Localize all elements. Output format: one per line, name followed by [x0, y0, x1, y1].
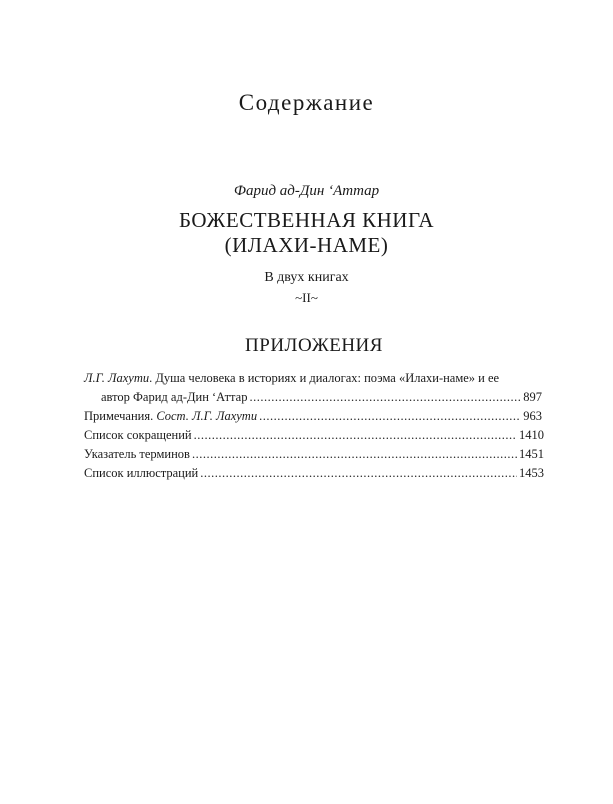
- toc-entry-index[interactable]: [84, 445, 544, 464]
- toc-entry-title-text: Примечания.: [84, 409, 157, 423]
- toc-entry-author: Л.Г. Лахути: [84, 371, 150, 385]
- toc-entry-title: Список сокращений: [84, 428, 192, 442]
- toc-entry-notes[interactable]: [84, 407, 544, 426]
- book-title-line-1: БОЖЕСТВЕННАЯ КНИГА: [179, 208, 434, 232]
- toc-entry-title-part-2: автор Фарид ад-Дин ‘Аттар: [101, 390, 248, 404]
- toc-entry-essay-line-1: [84, 369, 544, 388]
- toc-entry-title: [84, 407, 257, 426]
- toc-entry-essay-line-2: [84, 388, 544, 407]
- book-subtitle: В двух книгах: [264, 270, 349, 285]
- page-title: Содержание: [238, 90, 375, 115]
- toc-entry-compiler: Сост. Л.Г. Лахути: [156, 409, 258, 423]
- toc-leader-dots: [259, 407, 521, 426]
- toc-leader-dots: [200, 464, 517, 483]
- toc-leader-dots: [249, 388, 521, 407]
- toc-page-number: 1453: [519, 466, 544, 480]
- section-title: ПРИЛОЖЕНИЯ: [245, 335, 383, 356]
- book-title-line-2: (ИЛАХИ-НАМЕ): [224, 233, 389, 257]
- part-number: ~II~: [295, 290, 318, 305]
- toc-entry-illustrations[interactable]: [84, 464, 544, 483]
- table-of-contents: [84, 369, 544, 483]
- book-author: Фарид ад-Дин ‘Аттар: [233, 183, 380, 199]
- book-title: [0, 208, 613, 258]
- toc-page-number: 963: [523, 409, 542, 423]
- toc-page-number: 1451: [519, 447, 544, 461]
- toc-entry-essay[interactable]: [84, 369, 544, 407]
- toc-leader-dots: [192, 445, 517, 464]
- toc-leader-dots: [194, 426, 517, 445]
- toc-entry-title: Указатель терминов: [84, 447, 190, 461]
- toc-page-number: 897: [523, 390, 542, 404]
- toc-page-number: 1410: [519, 428, 544, 442]
- toc-entry-title: Список иллюстраций: [84, 466, 199, 480]
- toc-entry-title-part-1: . Душа человека в историях и диалогах: поэма «Илахи-наме» и ее: [149, 371, 500, 385]
- toc-entry-abbreviations[interactable]: [84, 426, 544, 445]
